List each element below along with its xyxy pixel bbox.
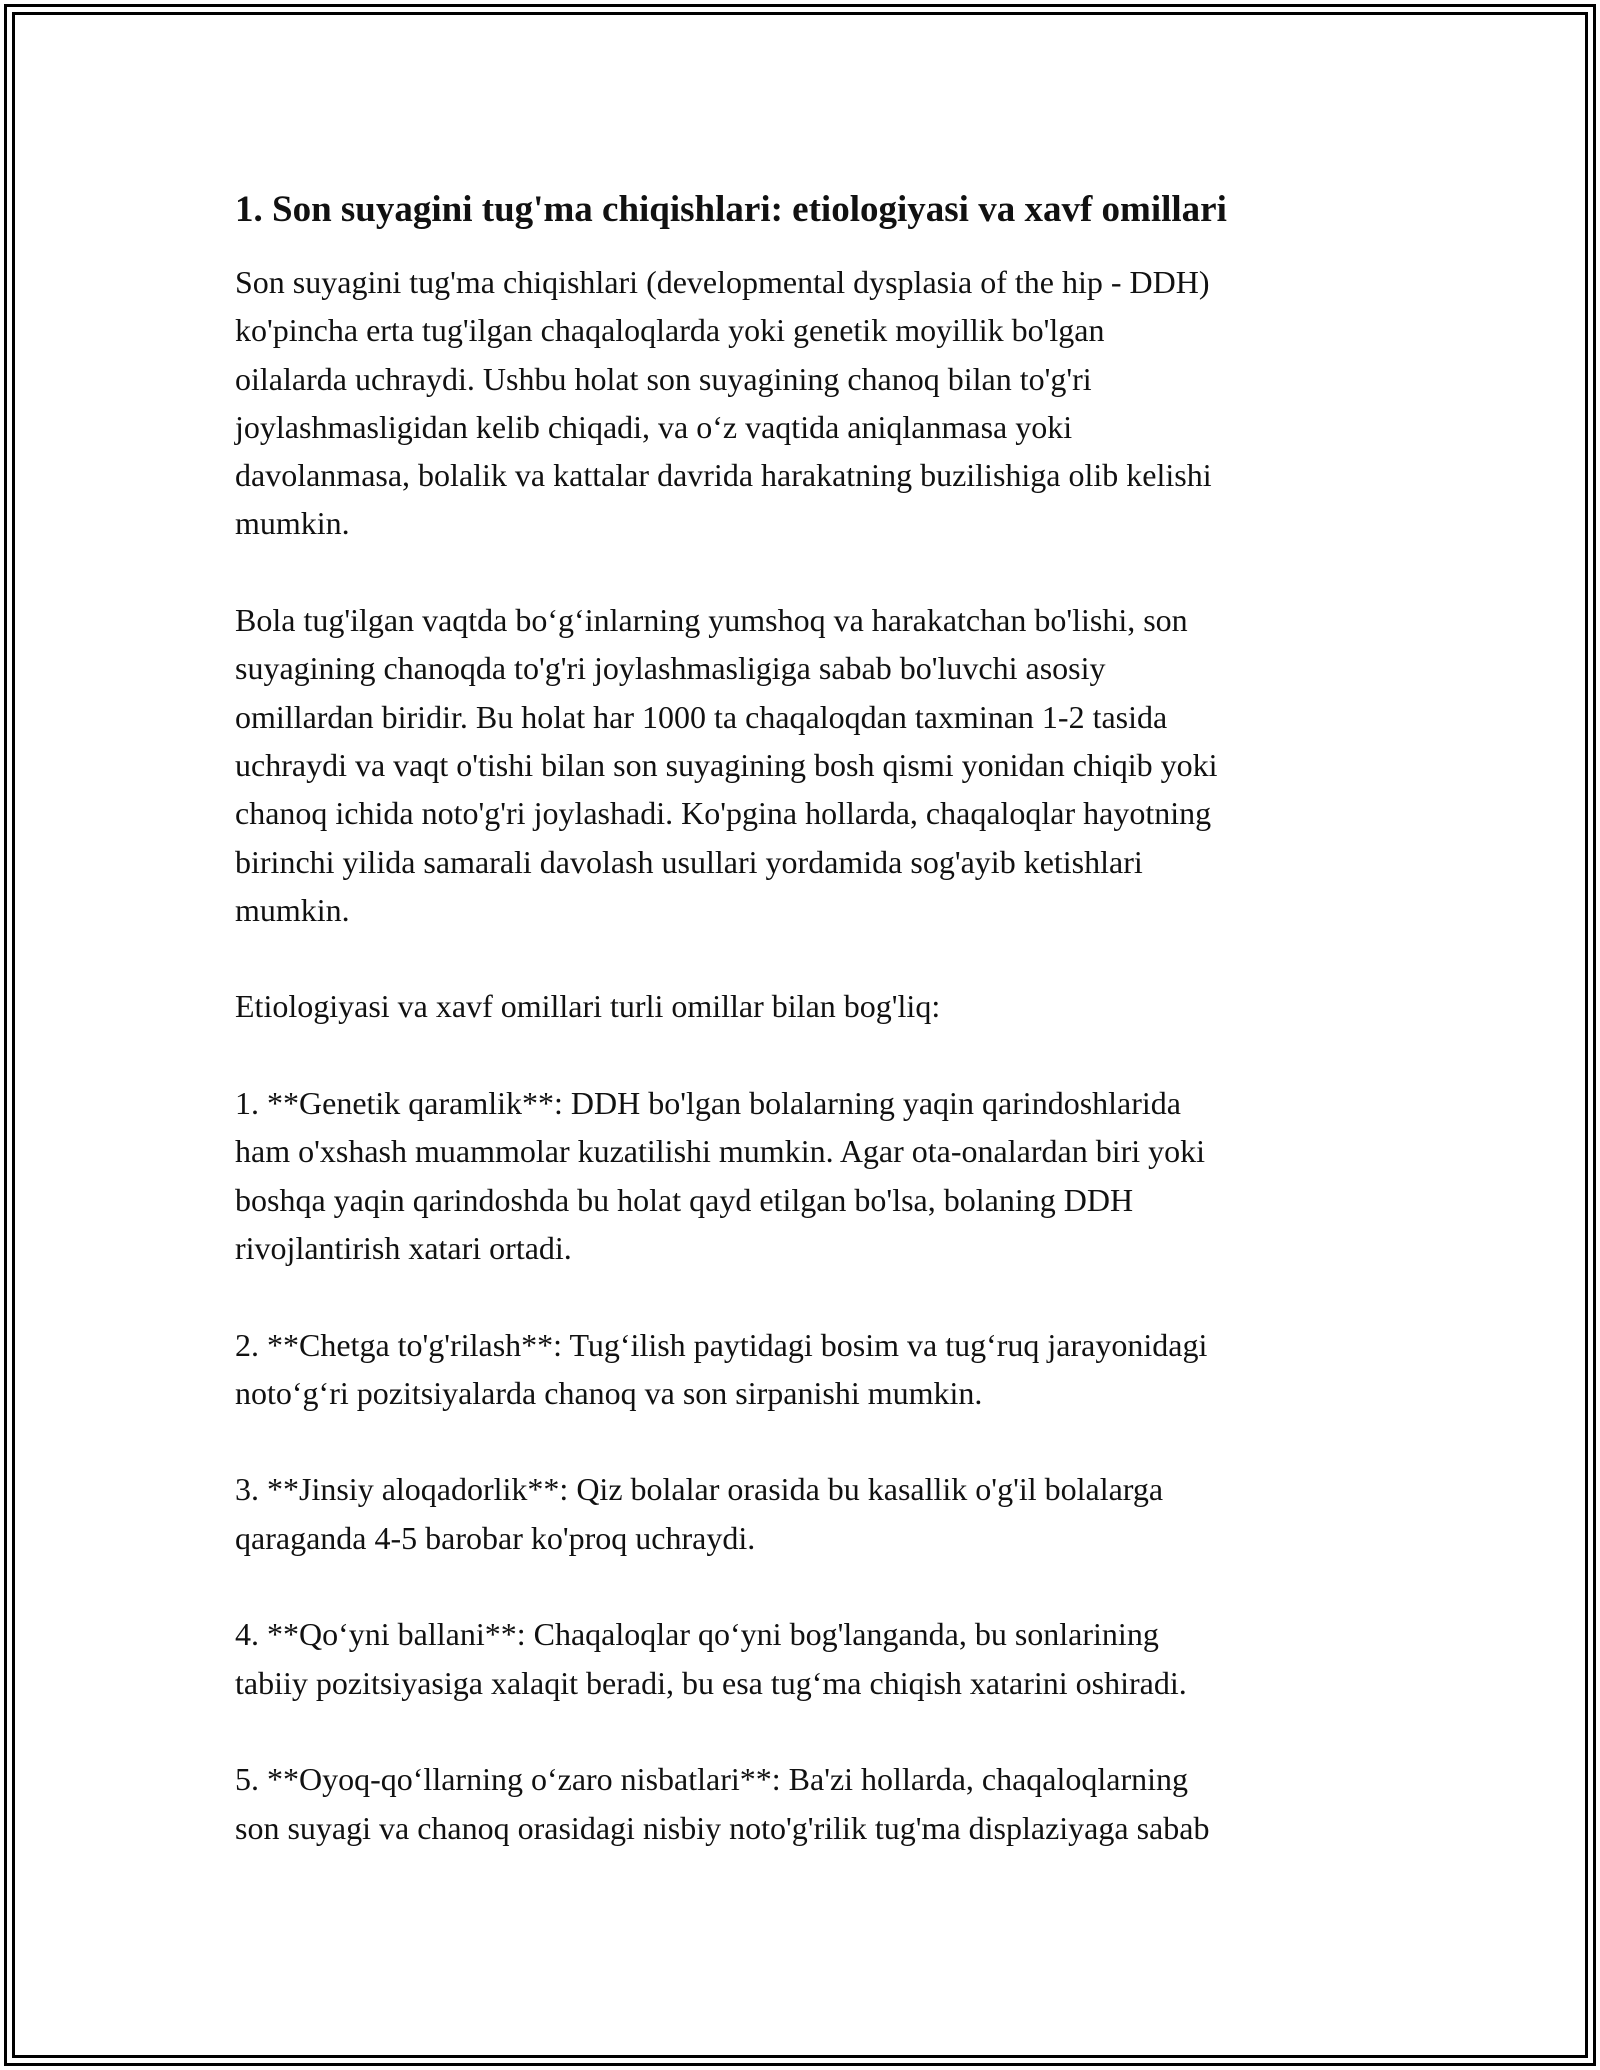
text-line: birinchi yilida samarali davolash usullari yordamida sog'ayib ketishlari xyxy=(235,843,1143,880)
text-line: oilalarda uchraydi. Ushbu holat son suyagining chanoq bilan to'g'ri xyxy=(235,360,1092,397)
text-line: ko'pincha erta tug'ilgan chaqaloqlarda yoki genetik moyillik bo'lgan xyxy=(235,312,1105,349)
text-line: mumkin. xyxy=(235,505,350,542)
paragraph xyxy=(235,258,1395,548)
text-line: qaraganda 4-5 barobar ko'proq uchraydi. xyxy=(235,1519,756,1556)
text-line: omillardan biridir. Bu holat har 1000 ta chaqaloqdan taxminan 1-2 tasida xyxy=(235,698,1168,735)
text-line: joylashmasligidan kelib chiqadi, va o‘z vaqtida aniqlanmasa yoki xyxy=(235,408,1073,445)
text-line: tabiiy pozitsiyasiga xalaqit beradi, bu esa tug‘ma chiqish xatarini oshiradi. xyxy=(235,1664,1187,1701)
text-line: davolanmasa, bolalik va kattalar davrida harakatning buzilishiga olib kelishi xyxy=(235,457,1212,494)
text-line: chanoq ichida noto'g'ri joylashadi. Ko'pgina hollarda, chaqaloqlar hayotning xyxy=(235,795,1212,832)
text-line: rivojlantirish xatari ortadi. xyxy=(235,1229,572,1266)
page-title: 1. Son suyagini tug'ma chiqishlari: etiologiyasi va xavf omillari xyxy=(235,189,1227,230)
paragraph xyxy=(235,596,1395,934)
text-line: 4. **Qo‘yni ballani**: Chaqaloqlar qo‘yni bog'langanda, bu sonlarining xyxy=(235,1616,1159,1653)
paragraph xyxy=(235,1755,1395,1852)
text-line: ham o'xshash muammolar kuzatilishi mumkin. Agar ota-onalardan biri yoki xyxy=(235,1133,1206,1170)
document-body xyxy=(235,186,1395,1900)
text-line: Bola tug'ilgan vaqtda bo‘g‘inlarning yumshoq va harakatchan bo'lishi, son xyxy=(235,602,1188,639)
text-line: 3. **Jinsiy aloqadorlik**: Qiz bolalar orasida bu kasallik o'g'il bolalarga xyxy=(235,1471,1164,1508)
text-line: 1. **Genetik qaramlik**: DDH bo'lgan bolalarning yaqin qarindoshlarida xyxy=(235,1085,1181,1122)
text-line: uchraydi va vaqt o'tishi bilan son suyagining bosh qismi yonidan chiqib yoki xyxy=(235,746,1218,783)
text-line: Etiologiyasi va xavf omillari turli omillar bilan bog'liq: xyxy=(235,988,941,1025)
text-line: 5. **Oyoq-qo‘llarning o‘zaro nisbatlari**: Ba'zi hollarda, chaqaloqlarning xyxy=(235,1761,1189,1798)
text-line: Son suyagini tug'ma chiqishlari (developmental dysplasia of the hip - DDH) xyxy=(235,264,1210,300)
paragraph xyxy=(235,982,1395,1030)
text-line: mumkin. xyxy=(235,891,350,928)
text-line: son suyagi va chanoq orasidagi nisbiy noto'g'rilik tug'ma displaziyaga sabab xyxy=(235,1809,1210,1846)
paragraph xyxy=(235,1321,1395,1418)
text-line: boshqa yaqin qarindoshda bu holat qayd etilgan bo'lsa, bolaning DDH xyxy=(235,1181,1134,1218)
text-line: 2. **Chetga to'g'rilash**: Tug‘ilish paytidagi bosim va tug‘ruq jarayonidagi xyxy=(235,1326,1208,1363)
text-line: noto‘g‘ri pozitsiyalarda chanoq va son sirpanishi mumkin. xyxy=(235,1374,983,1411)
paragraph xyxy=(235,1465,1395,1562)
paragraph xyxy=(235,1610,1395,1707)
text-line: suyagining chanoqda to'g'ri joylashmasligiga sabab bo'luvchi asosiy xyxy=(235,650,1106,687)
paragraph xyxy=(235,1079,1395,1272)
paragraph-list xyxy=(235,258,1395,1852)
